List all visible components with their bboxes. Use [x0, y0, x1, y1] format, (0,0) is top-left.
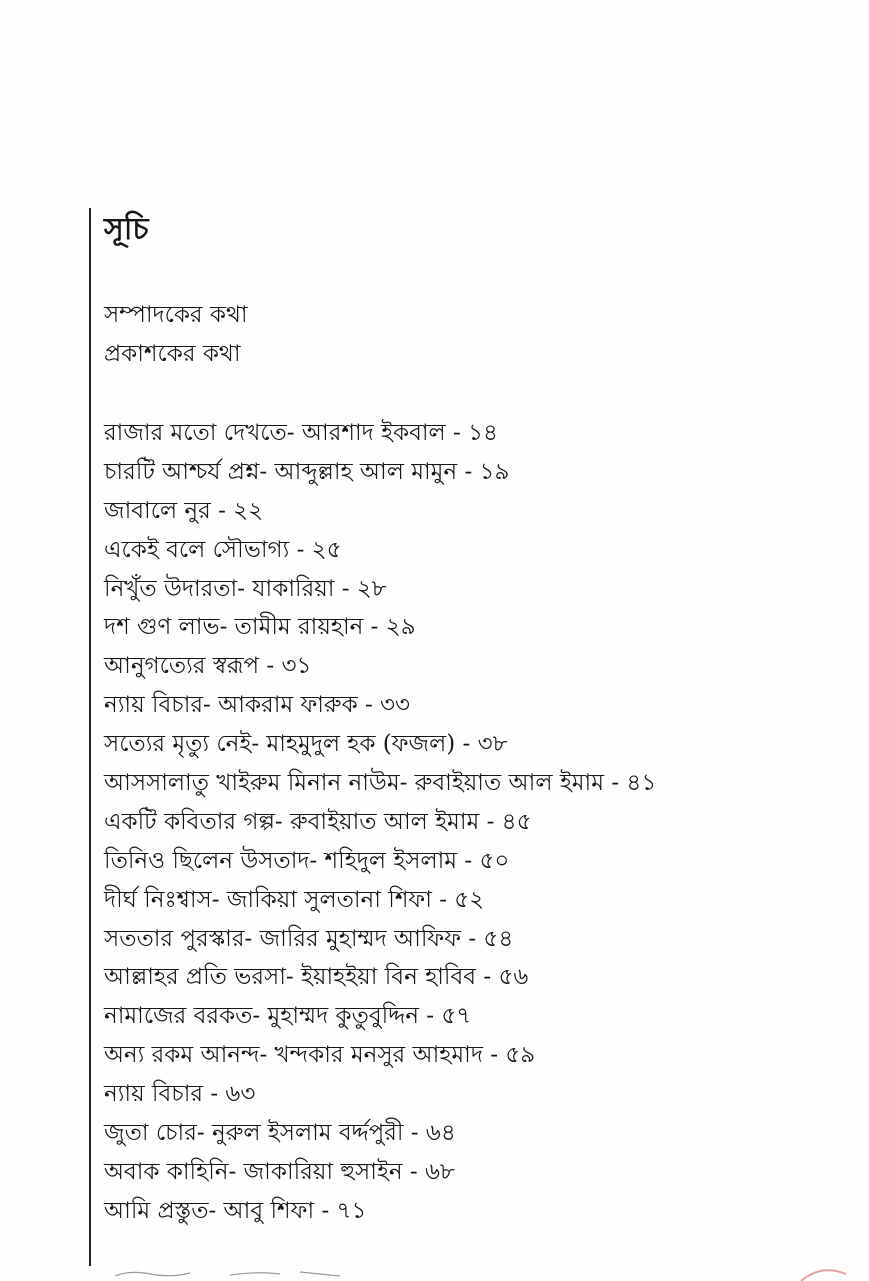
contents-entry: দীর্ঘ নিঃশ্বাস- জাকিয়া সুলতানা শিফা - ৫২	[104, 886, 485, 913]
contents-entry: জুতা চোর- নুরুল ইসলাম বর্দ্দপুরী - ৬৪	[104, 1120, 456, 1147]
margin-rule	[89, 208, 91, 1266]
contents-entry: চারটি আশ্চর্য প্রশ্ন- আব্দুল্লাহ আল মামুন - ১৯	[104, 458, 510, 485]
scan-artifact	[110, 1268, 350, 1278]
front-matter-list	[104, 296, 248, 374]
front-matter-item: প্রকাশকের কথা	[104, 341, 241, 367]
contents-entry: ন্যায় বিচার- আকরাম ফারুক - ৩৩	[104, 692, 410, 719]
contents-entry: দশ গুণ লাভ- তামীম রায়হান - ২৯	[104, 614, 416, 641]
contents-heading: সূচি	[104, 212, 149, 247]
contents-entry: অবাক কাহিনি- জাকারিয়া হুসাইন - ৬৮	[104, 1158, 455, 1185]
contents-entry: একেই বলে সৌভাগ্য - ২৫	[104, 536, 342, 563]
contents-entry: অন্য রকম আনন্দ- খন্দকার মনসুর আহমাদ - ৫৯	[104, 1042, 536, 1069]
contents-entry: সততার পুরস্কার- জারির মুহাম্মদ আফিফ - ৫৪	[104, 925, 514, 952]
contents-entry: একটি কবিতার গল্প- রুবাইয়াত আল ইমাম - ৪৫	[104, 808, 532, 835]
contents-entry: সত্যের মৃত্যু নেই- মাহমুদুল হক (ফজল) - ৩৮	[104, 731, 508, 758]
contents-entry: রাজার মতো দেখতে- আরশাদ ইকবাল - ১৪	[104, 420, 498, 446]
contents-entry: আমি প্রস্তুত- আবু শিফা - ৭১	[104, 1197, 367, 1224]
scan-artifact	[791, 1262, 851, 1281]
contents-entry: জাবালে নুর - ২২	[104, 497, 264, 524]
contents-entry: আল্লাহর প্রতি ভরসা- ইয়াহইয়া বিন হাবিব - ৫৬	[104, 964, 529, 991]
contents-entry: আনুগত্যের স্বরূপ - ৩১	[104, 653, 312, 680]
contents-entry: আসসালাতু খাইরুম মিনান নাউম- রুবাইয়াত আল ইমাম - ৪১	[104, 770, 657, 797]
contents-entry: তিনিও ছিলেন উসতাদ- শহিদুল ইসলাম - ৫০	[104, 847, 510, 874]
front-matter-item: সম্পাদকের কথা	[104, 302, 248, 328]
contents-entry: নিখুঁত উদারতা- যাকারিয়া - ২৮	[104, 575, 387, 602]
contents-entry: ন্যায় বিচার - ৬৩	[104, 1081, 256, 1108]
contents-entry: নামাজের বরকত- মুহাম্মদ কুতুবুদ্দিন - ৫৭	[104, 1003, 472, 1030]
contents-list	[104, 414, 656, 1231]
